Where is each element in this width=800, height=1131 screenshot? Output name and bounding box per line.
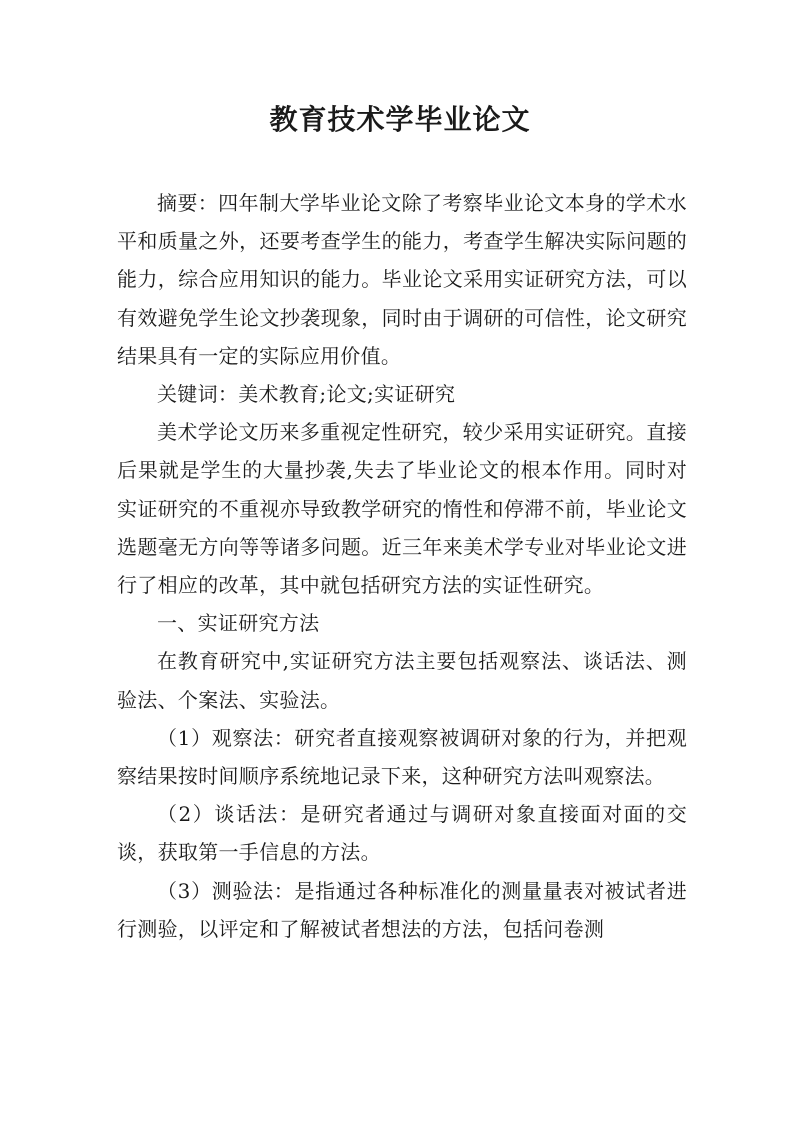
section-heading-1: 一、实证研究方法 [157, 611, 320, 636]
method-interview-paragraph: （2）谈话法：是研究者通过与调研对象直接面对面的交谈，获取第一手信息的方法。 [117, 802, 687, 865]
intro-paragraph: 美术学论文历来多重视定性研究，较少采用实证研究。直接后果就是学生的大量抄袭,失去了毕业论文的根本作用。同时对实证研究的不重视亦导致教学研究的惰性和停滞不前，毕业论文选题毫无方向等等诸多问题。近三年来美术学专业对毕业论文进行了相应的改革，其中就包括研究方法的实证性研究。 [117, 420, 687, 598]
methods-intro-paragraph: 在教育研究中,实证研究方法主要包括观察法、谈话法、测验法、个案法、实验法。 [117, 649, 687, 712]
keywords-paragraph: 关键词：美术教育;论文;实证研究 [157, 382, 456, 407]
method-test-paragraph: （3）测验法：是指通过各种标准化的测量量表对被试者进行测验，以评定和了解被试者想法的方法，包括问卷测 [117, 878, 687, 941]
abstract-paragraph: 摘要：四年制大学毕业论文除了考察毕业论文本身的学术水平和质量之外，还要考查学生的能力，考查学生解决实际问题的能力，综合应用知识的能力。毕业论文采用实证研究方法，可以有效避免学生论文抄袭现象，同时由于调研的可信性，论文研究结果具有一定的实际应用价值。 [117, 191, 687, 368]
document-body [117, 184, 687, 948]
method-observation-paragraph: （1）观察法：研究者直接观察被调研对象的行为，并把观察结果按时间顺序系统地记录下来，这种研究方法叫观察法。 [117, 725, 687, 789]
document-title: 教育技术学毕业论文 [269, 103, 531, 136]
